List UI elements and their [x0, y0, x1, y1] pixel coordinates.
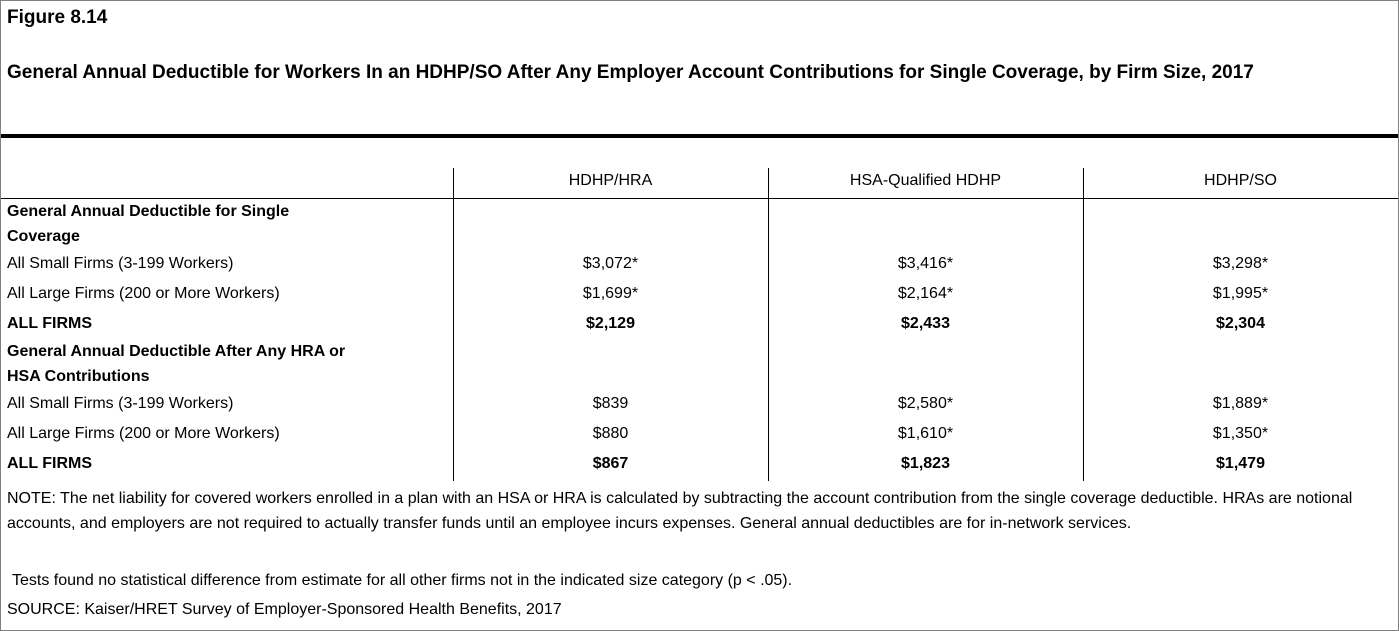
table-cell: $2,164* — [897, 285, 954, 302]
row-label: ALL FIRMS — [7, 455, 93, 472]
row-label: All Small Firms (3-199 Workers) — [7, 395, 234, 412]
table-cell: $1,699* — [582, 285, 639, 302]
column-header-hsa-qualified-hdhp: HSA-Qualified HDHP — [849, 172, 1002, 189]
table-cell: $867 — [592, 455, 629, 472]
table-cell: $839 — [592, 395, 629, 412]
table-cell: $1,350* — [1212, 425, 1269, 442]
table-cell: $2,433 — [901, 315, 950, 332]
table-cell: $3,072* — [582, 255, 639, 272]
table-cell: $1,995* — [1212, 285, 1269, 302]
row-label: ALL FIRMS — [7, 315, 93, 332]
title-rule — [1, 134, 1398, 138]
figure-label: Figure 8.14 — [7, 7, 108, 28]
tests-note: Tests found no statistical difference from estimate for all other firms not in the indicated size category (p < .05). — [12, 572, 793, 589]
section-heading: General Annual Deductible for Single — [7, 203, 290, 220]
section-heading: Coverage — [7, 228, 80, 245]
table-cell: $2,304 — [1216, 315, 1265, 332]
table-cell: $880 — [592, 425, 629, 442]
source-note: SOURCE: Kaiser/HRET Survey of Employer-Sponsored Health Benefits, 2017 — [7, 601, 562, 618]
table-cell: $3,416* — [897, 255, 954, 272]
table-cell: $1,610* — [897, 425, 954, 442]
table-cell: $1,479 — [1216, 455, 1265, 472]
note-text: NOTE: The net liability for covered workers enrolled in a plan with an HSA or HRA is calculated by subtracting the account contribution from the single coverage deductible. HRAs are notional accounts, and employers are not required to actually transfer funds until an employee incurs expenses. General annual deductibles are for in-network services. — [7, 490, 1353, 532]
column-header-hdhp-so: HDHP/SO — [1204, 172, 1277, 189]
table-cell: $3,298* — [1212, 255, 1269, 272]
table-cell: $2,580* — [897, 395, 954, 412]
section-heading: HSA Contributions — [7, 368, 150, 385]
row-label: All Large Firms (200 or More Workers) — [7, 425, 280, 442]
table-cell: $1,823 — [901, 455, 950, 472]
table-cell: $2,129 — [586, 315, 635, 332]
column-header-hdhp-hra: HDHP/HRA — [568, 172, 653, 189]
row-label: All Large Firms (200 or More Workers) — [7, 285, 280, 302]
figure-title: General Annual Deductible for Workers In an HDHP/SO After Any Employer Account Contributions for Single Coverage, by Firm Size, 2017 — [7, 62, 1254, 83]
row-label: All Small Firms (3-199 Workers) — [7, 255, 234, 272]
section-heading: General Annual Deductible After Any HRA or — [7, 343, 346, 360]
table-cell: $1,889* — [1212, 395, 1269, 412]
